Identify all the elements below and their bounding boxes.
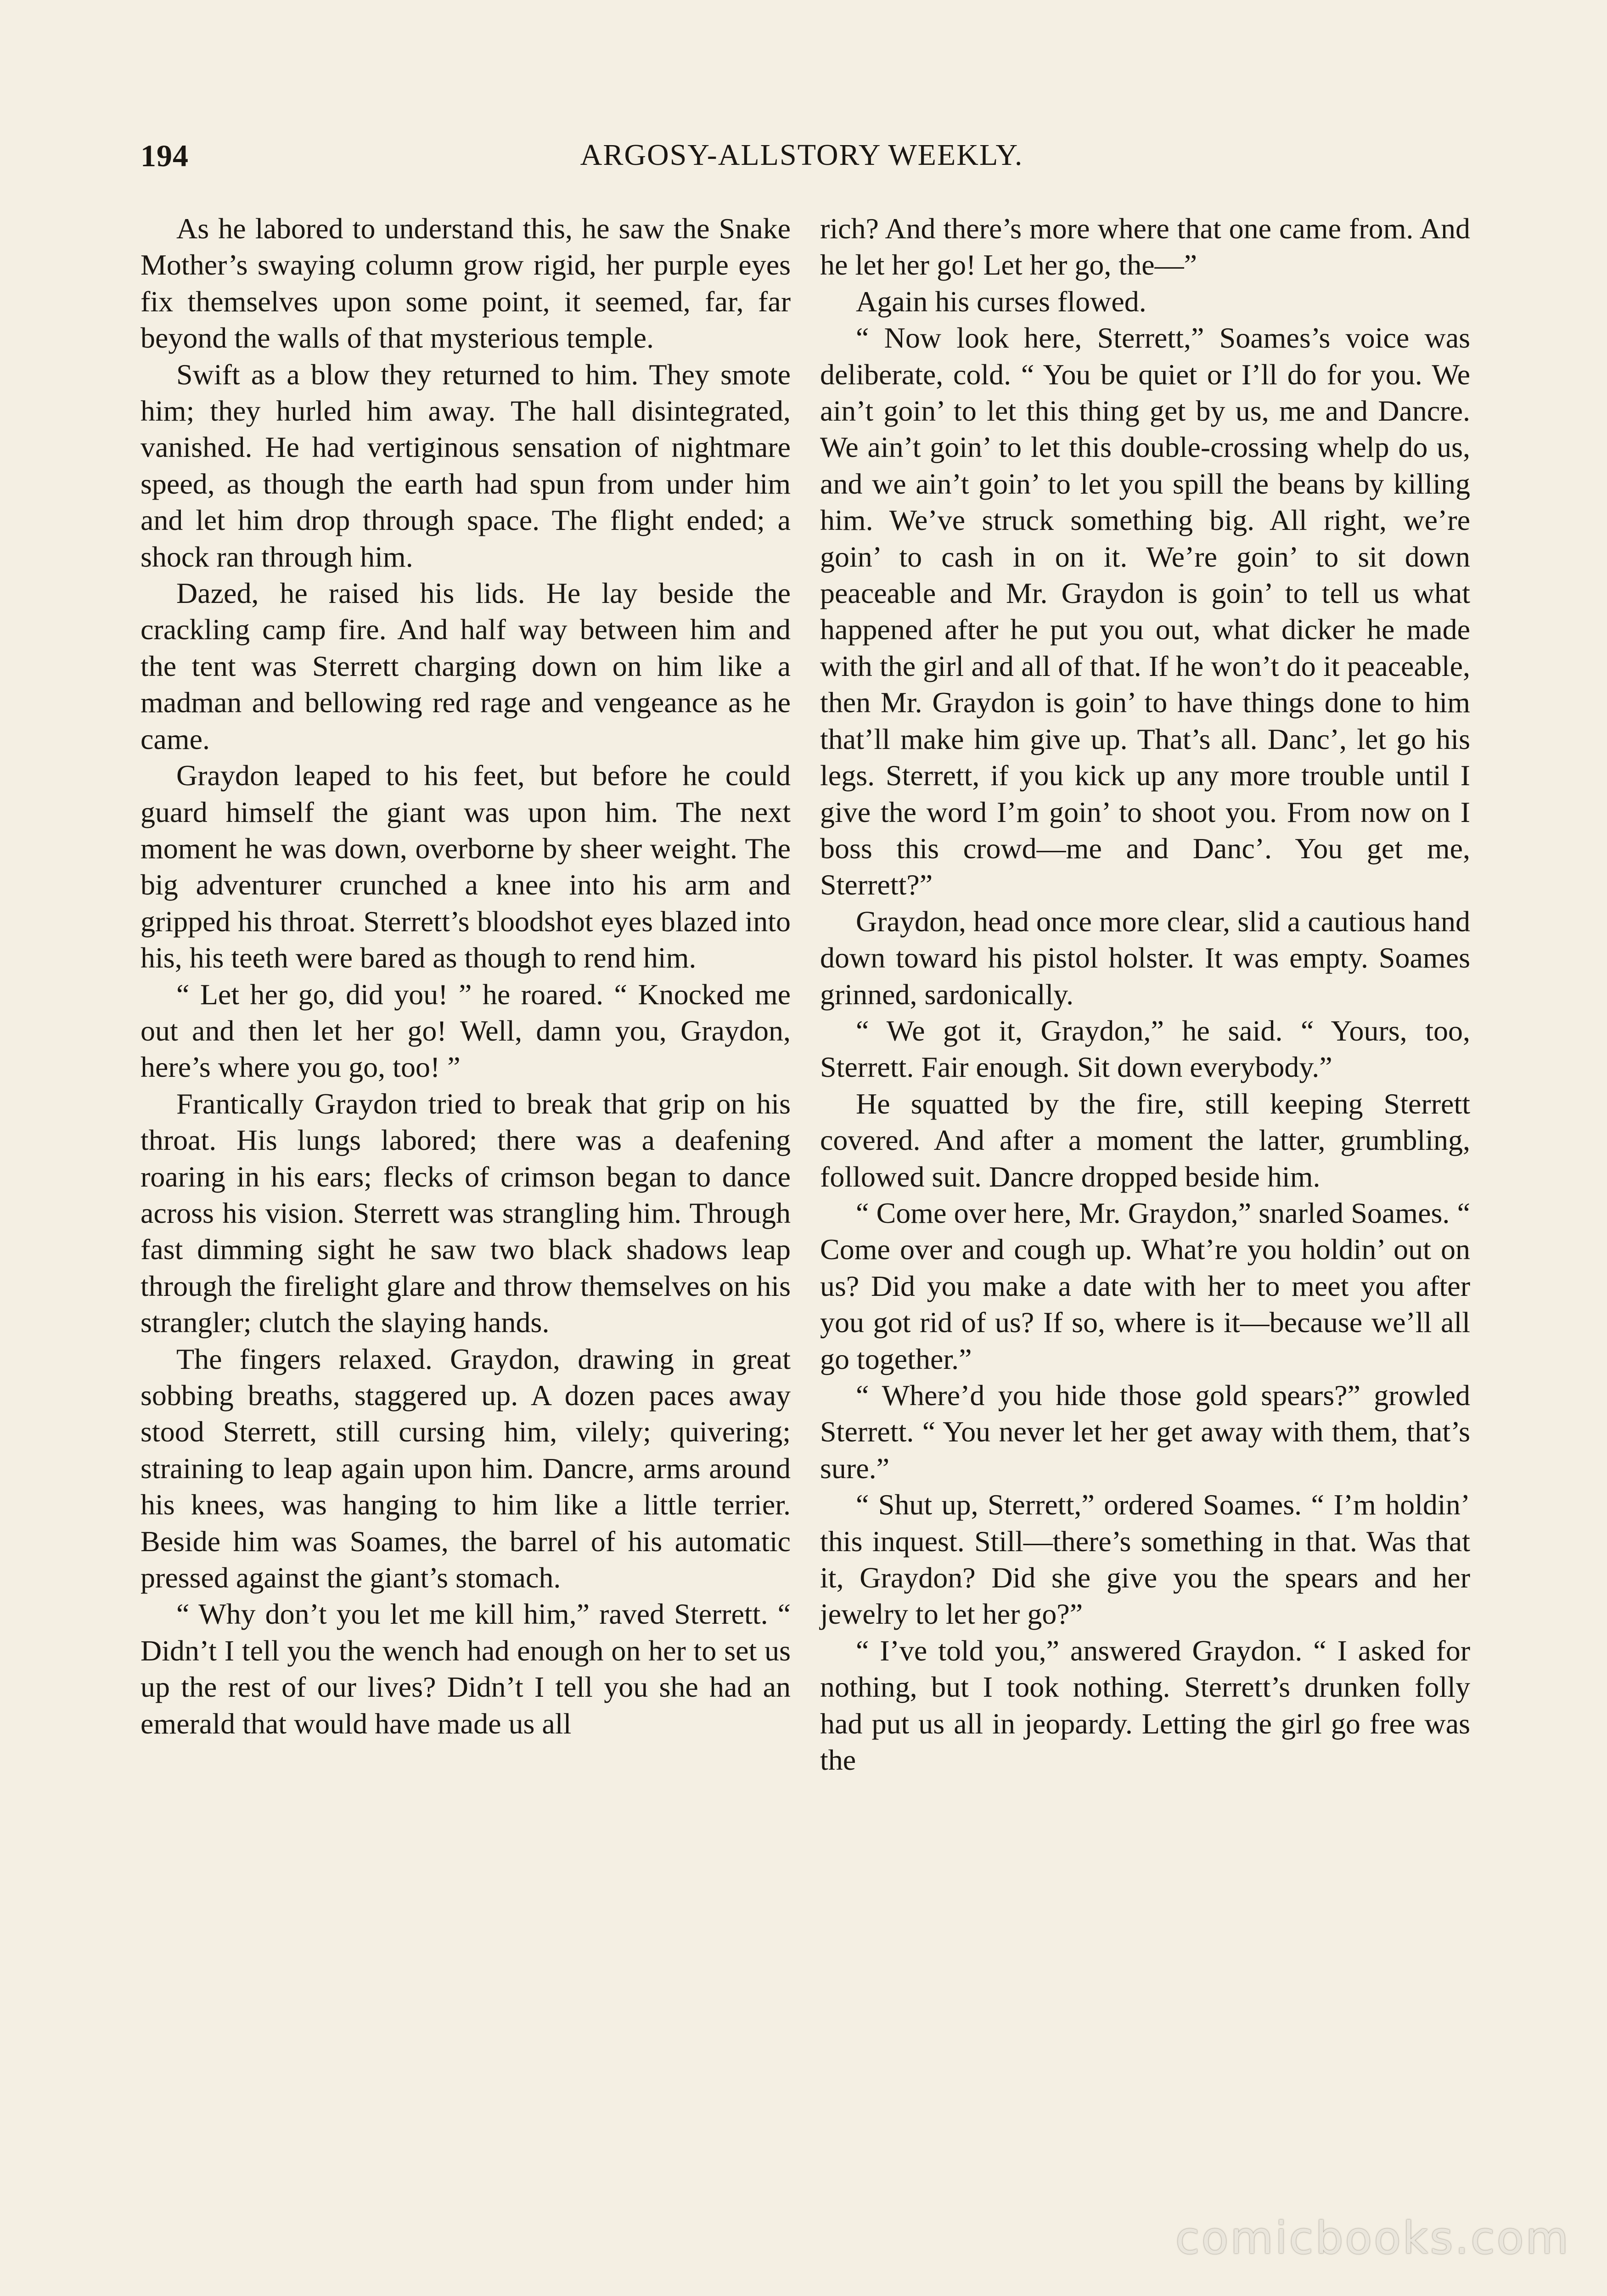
paragraph: “ We got it, Graydon,” he said. “ Yours, too, Sterrett. Fair enough. Sit down everybody.”	[820, 1014, 1470, 1084]
page-header	[140, 138, 1463, 188]
paragraph: “ I’ve told you,” answered Graydon. “ I asked for nothing, but I took nothing. Sterrett’s drunken folly had put us all in jeopardy. Letting the girl go free was the	[820, 1634, 1470, 1777]
paragraph: Frantically Graydon tried to break that grip on his throat. His lungs labored; there was a deafening roaring in his ears; flecks of crimson began to dance across his vision. Sterrett was strangling him. Through fast dimming sight he saw two black shadows leap through the firelight glare and throw themselves on his strangler; clutch the slaying hands.	[140, 1087, 791, 1339]
running-head-title: ARGOSY-ALLSTORY WEEKLY.	[580, 138, 1023, 172]
paragraph: Dazed, he raised his lids. He lay beside the crackling camp fire. And half way between him and the tent was Sterrett charging down on him like a madman and bellowing red rage and vengeance as he came.	[140, 577, 791, 755]
paragraph: Graydon, head once more clear, slid a cautious hand down toward his pistol holster. It was empty. Soames grinned, sardonically.	[820, 905, 1470, 1011]
paragraph: “ Why don’t you let me kill him,” raved Sterrett. “ Didn’t I tell you the wench had enough on her to set us up the rest of our lives? Didn’t I tell you she had an emerald that would have made us all	[140, 1598, 791, 1740]
right-column	[820, 210, 1470, 1778]
paragraph: He squatted by the fire, still keeping Sterrett covered. And after a moment the latter, grumbling, followed suit. Dancre dropped beside him.	[820, 1087, 1470, 1193]
paragraph: Again his curses flowed.	[856, 285, 1146, 318]
left-column	[140, 210, 791, 1742]
paragraph: The fingers relaxed. Graydon, drawing in great sobbing breaths, staggered up. A dozen paces away stood Sterrett, still cursing him, vilely; quivering; straining to leap again upon him. Dancre, arms around his knees, was hanging to him like a little terrier. Beside him was Soames, the barrel of his automatic pressed against the giant’s stomach.	[140, 1342, 791, 1594]
paragraph: “ Where’d you hide those gold spears?” growled Sterrett. “ You never let her get away with them, that’s sure.”	[820, 1379, 1470, 1485]
paragraph: “ Shut up, Sterrett,” ordered Soames. “ I’m holdin’ this inquest. Still—there’s something in that. Was that it, Graydon? Did she give you the spears and her jewelry to let her go?”	[820, 1488, 1470, 1631]
continued-paragraph: rich? And there’s more where that one came from. And he let her go! Let her go, the—”	[820, 212, 1470, 281]
paragraph: As he labored to understand this, he saw the Snake Mother’s swaying column grow rigid, her purple eyes fix themselves upon some point, it seemed, far, far beyond the walls of that mysterious temple.	[140, 212, 791, 355]
paragraph: Graydon leaped to his feet, but before he could guard himself the giant was upon him. The next moment he was down, overborne by sheer weight. The big adventurer crunched a knee into his arm and gripped his throat. Sterrett’s bloodshot eyes blazed into his, his teeth were bared as though to rend him.	[140, 759, 791, 974]
page-number: 194	[140, 138, 189, 173]
paragraph: “ Now look here, Sterrett,” Soames’s voice was deliberate, cold. “ You be quiet or I’ll do for you. We ain’t goin’ to let this thing get by us, me and Dancre. We ain’t goin’ to let this double-crossing whelp do us, and we ain’t goin’ to let you spill the beans by killing him. We’ve struck something big. All right, we’re goin’ to cash in on it. We’re goin’ to sit down peaceable and Mr. Graydon is goin’ to tell us what happened after he put you out, what dicker he made with the girl and all of that. If he won’t do it peaceable, then Mr. Graydon is goin’ to have things done to him that’ll make him give up. That’s all. Danc’, let go his legs. Sterrett, if you kick up any more trouble until I give the word I’m goin’ to shoot you. From now on I boss this crowd—me and Danc’. You get me, Sterrett?”	[820, 321, 1470, 901]
paragraph: “ Come over here, Mr. Graydon,” snarled Soames. “ Come over and cough up. What’re you holdin’ out on us? Did you make a date with her to meet you after you got rid of us? If so, where is it—because we’ll all go together.”	[820, 1196, 1470, 1375]
paragraph: “ Let her go, did you! ” he roared. “ Knocked me out and then let her go! Well, damn you, Graydon, here’s where you go, too! ”	[140, 978, 791, 1084]
paragraph: Swift as a blow they returned to him. They smote him; they hurled him away. The hall disintegrated, vanished. He had vertiginous sensation of nightmare speed, as though the earth had spun from under him and let him drop through space. The flight ended; a shock ran through him.	[140, 358, 791, 573]
site-watermark: comicbooks.com	[1175, 2212, 1570, 2264]
